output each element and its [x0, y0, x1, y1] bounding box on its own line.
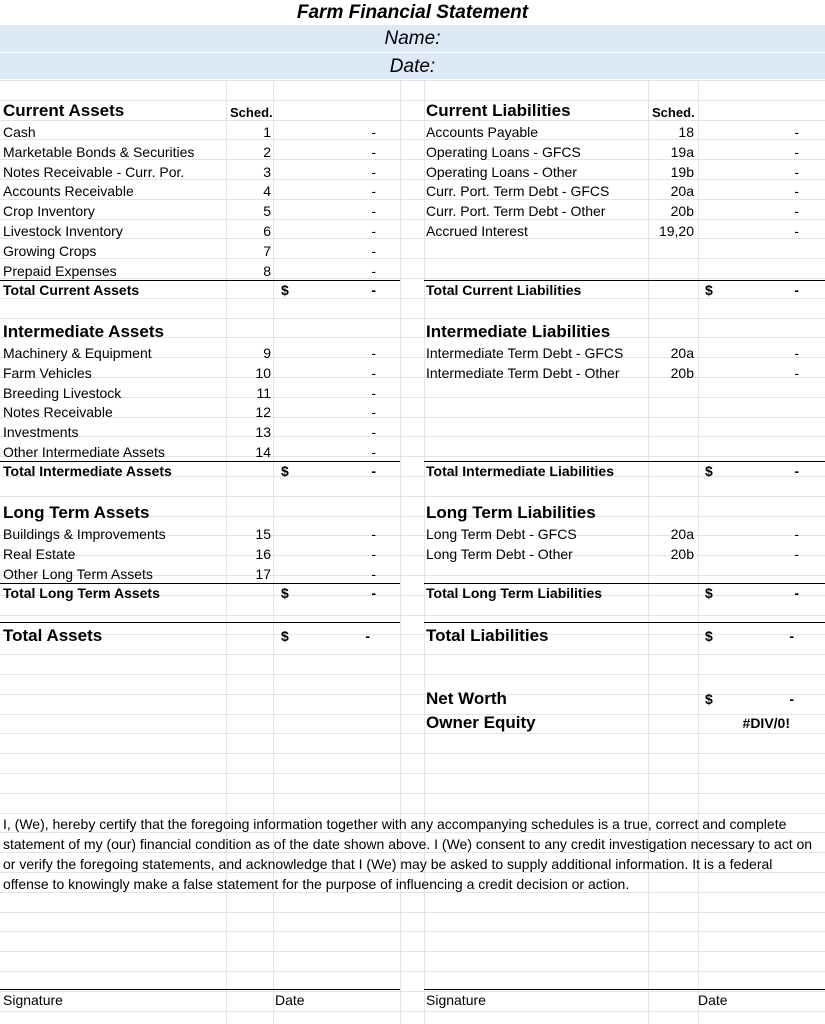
schedule-number: 19b	[670, 164, 694, 180]
line-item-value[interactable]: -	[794, 144, 799, 160]
grid-row-line	[0, 436, 825, 437]
total-liabilities-value[interactable]: -	[789, 628, 794, 644]
left-date-label[interactable]: Date	[275, 992, 305, 1008]
line-item-label: Prepaid Expenses	[3, 263, 117, 279]
currency-symbol: $	[705, 628, 713, 644]
currency-symbol: $	[281, 585, 289, 601]
assets-intermediate-total-value[interactable]: -	[371, 463, 376, 479]
grid-row-line	[0, 496, 825, 497]
line-item-value[interactable]: -	[371, 345, 376, 361]
grid-row-line	[0, 417, 825, 418]
line-item-label: Operating Loans - Other	[426, 164, 577, 180]
line-item-label: Long Term Debt - GFCS	[426, 526, 577, 542]
liabilities-intermediate-total-value[interactable]: -	[794, 463, 799, 479]
grid-row-line	[0, 694, 825, 695]
line-item-value[interactable]: -	[371, 263, 376, 279]
schedule-number: 12	[255, 404, 271, 420]
line-item-label: Notes Receivable	[3, 404, 113, 420]
line-item-label: Other Intermediate Assets	[3, 444, 165, 460]
grid-row-line	[0, 654, 825, 655]
liabilities-long_term-title: Long Term Liabilities	[426, 503, 596, 522]
currency-symbol: $	[705, 585, 713, 601]
schedule-number: 19a	[670, 144, 694, 160]
grid-row-line	[0, 1011, 825, 1012]
schedule-number: 8	[263, 263, 271, 279]
schedule-number: 10	[255, 365, 271, 381]
grid-row-line	[0, 674, 825, 675]
assets-long_term-title: Long Term Assets	[3, 503, 150, 522]
grid-row-line	[0, 258, 825, 259]
line-item-label: Accrued Interest	[426, 223, 528, 239]
line-item-label: Breeding Livestock	[3, 385, 122, 401]
line-item-label: Crop Inventory	[3, 203, 95, 219]
total-liabilities-label: Total Liabilities	[426, 626, 549, 645]
owner-equity-value[interactable]: #DIV/0!	[742, 715, 790, 731]
currency-symbol: $	[281, 282, 289, 298]
assets-intermediate-total-label: Total Intermediate Assets	[3, 463, 172, 479]
line-item-label: Intermediate Term Debt - Other	[426, 365, 620, 381]
line-item-value[interactable]: -	[371, 444, 376, 460]
line-item-value[interactable]: -	[794, 223, 799, 239]
liabilities-intermediate-title: Intermediate Liabilities	[426, 322, 611, 341]
line-item-value[interactable]: -	[371, 183, 376, 199]
date-label[interactable]: Date:	[389, 56, 436, 77]
grid-row-line	[0, 971, 825, 972]
currency-symbol: $	[705, 691, 713, 707]
schedule-number: 6	[263, 223, 271, 239]
certification-text: I, (We), hereby certify that the foregoing information together with any accompanying schedules is a true, correct and complete statement of my (our) financial condition as of the date shown above. I (We) consent to any credit investigation necessary to act on or verify the foregoing statements, and acknowledge that I (We) may be asked to supply additional information. It is a federal offense to knowingly make a false statement for the purpose of influencing a credit decision or action.	[3, 816, 813, 892]
assets-current-total-label: Total Current Assets	[3, 282, 140, 298]
line-item-label: Farm Vehicles	[3, 365, 92, 381]
line-item-label: Other Long Term Assets	[3, 566, 153, 582]
schedule-number: 20b	[670, 365, 694, 381]
schedule-number: 2	[263, 144, 271, 160]
line-item-value[interactable]: -	[794, 365, 799, 381]
schedule-number: 19,20	[658, 223, 694, 239]
assets-current-title: Current Assets	[3, 101, 125, 120]
line-item-label: Cash	[3, 124, 36, 140]
net-worth-label: Net Worth	[426, 689, 507, 708]
grid-row-line	[0, 238, 825, 239]
line-item-label: Marketable Bonds & Securities	[3, 144, 195, 160]
right-signature-label[interactable]: Signature	[426, 992, 486, 1008]
schedule-number: 20b	[670, 203, 694, 219]
schedule-number: 11	[256, 385, 271, 401]
schedule-number: 20a	[670, 526, 694, 542]
schedule-number: 5	[263, 203, 271, 219]
grid-row-line	[0, 80, 825, 81]
schedule-number: 20b	[670, 546, 694, 562]
liabilities-intermediate-total-label: Total Intermediate Liabilities	[426, 463, 615, 479]
total-assets-rule	[0, 622, 400, 623]
currency-symbol: $	[705, 282, 713, 298]
schedule-number: 1	[263, 124, 271, 140]
line-item-label: Operating Loans - GFCS	[426, 144, 581, 160]
line-item-label: Curr. Port. Term Debt - GFCS	[426, 183, 610, 199]
schedule-number: 16	[255, 546, 271, 562]
net-worth-value[interactable]: -	[789, 691, 794, 707]
line-item-label: Accounts Receivable	[3, 183, 134, 199]
line-item-value[interactable]: -	[371, 526, 376, 542]
liabilities-current-total-label: Total Current Liabilities	[426, 282, 582, 298]
line-item-value[interactable]: -	[794, 124, 799, 140]
grid-row-line	[0, 793, 825, 794]
line-item-value[interactable]: -	[794, 546, 799, 562]
line-item-value[interactable]: -	[371, 404, 376, 420]
total-liabilities-rule	[424, 622, 825, 623]
line-item-value[interactable]: -	[371, 144, 376, 160]
line-item-value[interactable]: -	[371, 385, 376, 401]
currency-symbol: $	[281, 628, 289, 644]
schedule-number: 20a	[670, 345, 694, 361]
left-signature-label[interactable]: Signature	[3, 992, 63, 1008]
line-item-value[interactable]: -	[371, 243, 376, 259]
currency-symbol: $	[281, 463, 289, 479]
schedule-number: 7	[263, 243, 271, 259]
page-title: Farm Financial Statement	[296, 2, 529, 23]
grid-row-line	[0, 120, 825, 121]
liabilities-long_term-total-label: Total Long Term Liabilities	[426, 585, 603, 601]
line-item-label: Accounts Payable	[426, 124, 539, 140]
currency-symbol: $	[705, 463, 713, 479]
grid-row-line	[0, 931, 825, 932]
line-item-value[interactable]: -	[794, 203, 799, 219]
schedule-number: 18	[678, 124, 694, 140]
line-item-value[interactable]: -	[794, 164, 799, 180]
assets-sched-header: Sched.	[230, 105, 273, 120]
schedule-number: 17	[255, 566, 271, 582]
right-signature-line	[424, 989, 825, 990]
line-item-label: Growing Crops	[3, 243, 97, 259]
line-item-label: Notes Receivable - Curr. Por.	[3, 164, 185, 180]
total-assets-label: Total Assets	[3, 626, 103, 645]
schedule-number: 20a	[670, 183, 694, 199]
line-item-label: Intermediate Term Debt - GFCS	[426, 345, 624, 361]
line-item-value[interactable]: -	[371, 203, 376, 219]
grid-row-line	[0, 912, 825, 913]
line-item-value[interactable]: -	[371, 365, 376, 381]
grid-row-line	[0, 278, 825, 279]
line-item-label: Livestock Inventory	[3, 223, 123, 239]
total-assets-value[interactable]: -	[365, 628, 370, 644]
line-item-label: Curr. Port. Term Debt - Other	[426, 203, 606, 219]
grid-row-line	[0, 139, 825, 140]
line-item-value[interactable]: -	[371, 164, 376, 180]
name-label[interactable]: Name:	[384, 28, 441, 49]
line-item-value[interactable]: -	[371, 424, 376, 440]
grid-row-line	[0, 555, 825, 556]
line-item-label: Real Estate	[3, 546, 76, 562]
line-item-value[interactable]: -	[371, 124, 376, 140]
grid-row-line	[0, 753, 825, 754]
schedule-number: 4	[263, 183, 271, 199]
grid-row-line	[0, 318, 825, 319]
liabilities-sched-header: Sched.	[652, 105, 695, 120]
grid-row-line	[0, 219, 825, 220]
line-item-value[interactable]: -	[371, 566, 376, 582]
schedule-number: 9	[263, 345, 271, 361]
owner-equity-label: Owner Equity	[426, 713, 536, 732]
line-item-label: Long Term Debt - Other	[426, 546, 573, 562]
line-item-label: Buildings & Improvements	[3, 526, 166, 542]
right-date-label[interactable]: Date	[698, 992, 728, 1008]
line-item-label: Investments	[3, 424, 79, 440]
line-item-label: Machinery & Equipment	[3, 345, 152, 361]
line-item-value[interactable]: -	[794, 183, 799, 199]
line-item-value[interactable]: -	[794, 526, 799, 542]
liabilities-current-total-value[interactable]: -	[794, 282, 799, 298]
liabilities-current-title: Current Liabilities	[426, 101, 571, 120]
line-item-value[interactable]: -	[371, 546, 376, 562]
assets-intermediate-title: Intermediate Assets	[3, 322, 164, 341]
grid-row-line	[0, 634, 825, 635]
grid-row-line	[0, 397, 825, 398]
liabilities-long_term-total-value[interactable]: -	[794, 585, 799, 601]
schedule-number: 13	[255, 424, 271, 440]
schedule-number: 15	[255, 526, 271, 542]
left-signature-line	[0, 989, 400, 990]
grid-row-line	[0, 773, 825, 774]
grid-row-line	[0, 733, 825, 734]
schedule-number: 14	[255, 444, 271, 460]
grid-row-line	[0, 377, 825, 378]
line-item-value[interactable]: -	[371, 223, 376, 239]
assets-long_term-total-value[interactable]: -	[371, 585, 376, 601]
assets-long_term-total-label: Total Long Term Assets	[3, 585, 160, 601]
line-item-value[interactable]: -	[794, 345, 799, 361]
schedule-number: 3	[263, 164, 271, 180]
grid-row-line	[0, 951, 825, 952]
grid-row-line	[0, 615, 825, 616]
assets-current-total-value[interactable]: -	[371, 282, 376, 298]
